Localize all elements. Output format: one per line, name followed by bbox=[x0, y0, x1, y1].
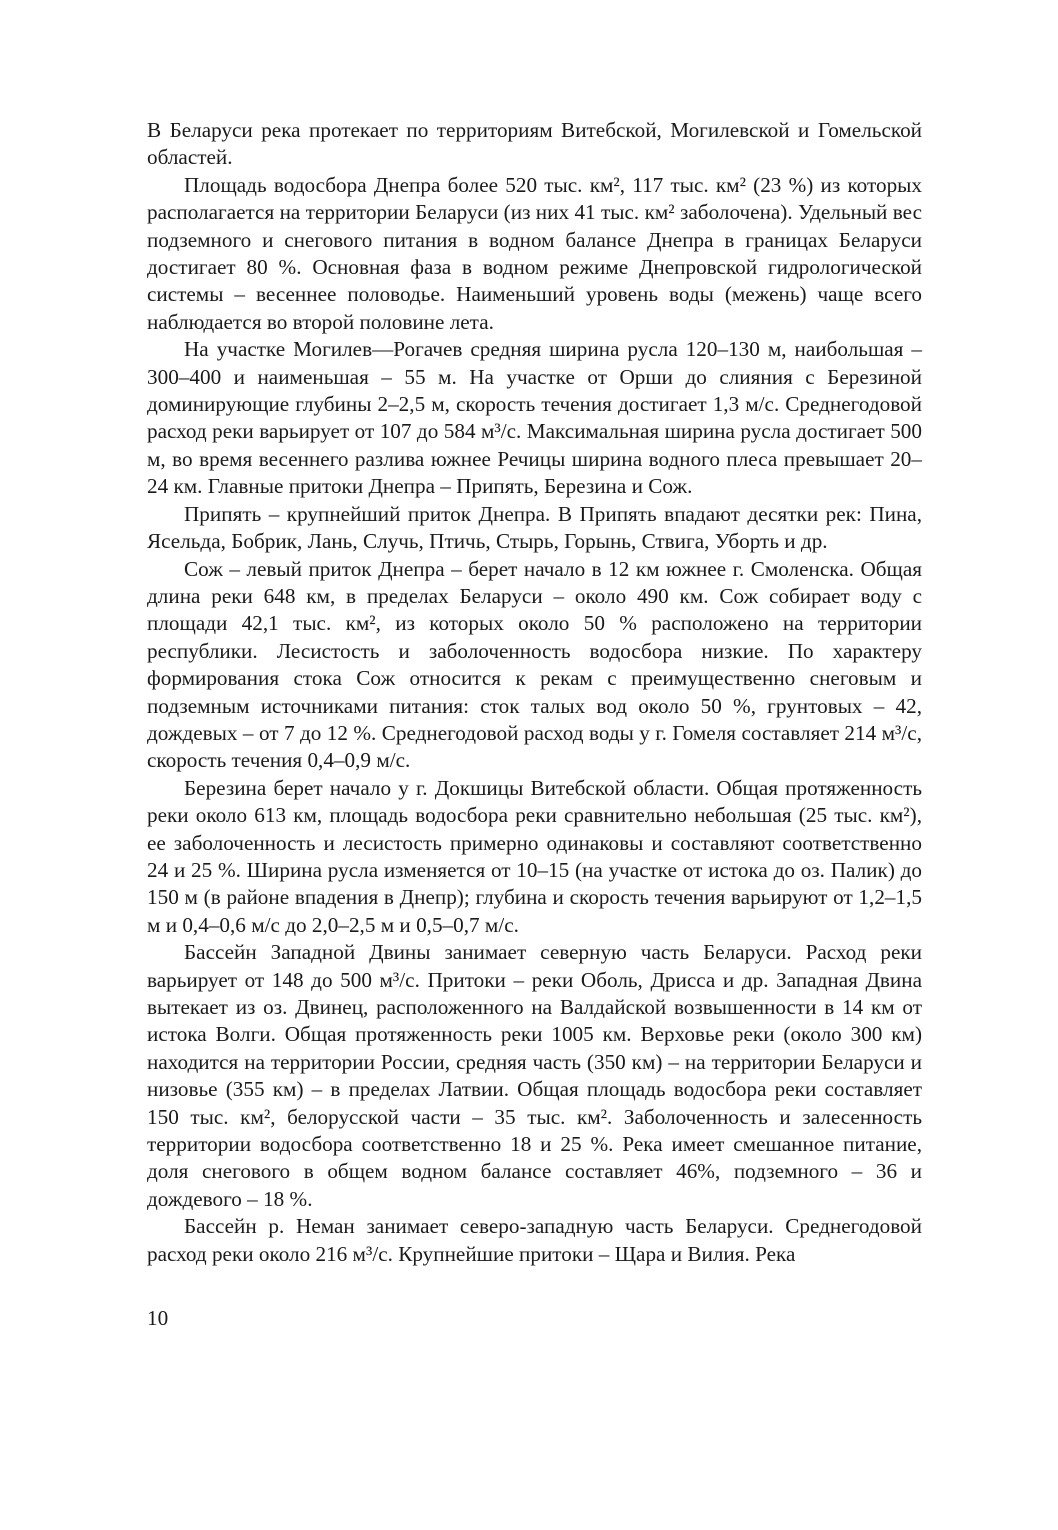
page-number: 10 bbox=[147, 1306, 169, 1330]
paragraph-sozh: Сож – левый приток Днепра – берет начало в 12 км южнее г. Смоленска. Общая длина реки 648 км, в пределах Беларуси – около 490 км. Сож собирает воду с площади 42,1 тыс. км², из которых около 50 % расположено на территории республики. Лесистость и заболоченность водосбора низкие. По характеру формирования стока Сож относится к рекам с преимущественно снеговым и подземным источниками питания: сток талых вод около 50 %, грунтовых – 42, дождевых – от 7 до 12 %. Среднегодовой расход воды у г. Гомеля составляет 214 м³/с, скорость течения 0,4–0,9 м/с. bbox=[147, 556, 922, 773]
paragraph-neman: Бассейн р. Неман занимает северо-западную часть Беларуси. Среднегодовой расход реки около 216 м³/с. Крупнейшие притоки – Щара и Вилия. Река bbox=[147, 1214, 922, 1266]
paragraph-berezina: Березина берет начало у г. Докшицы Витебской области. Общая протяженность реки около 613 км, площадь водосбора реки сравнительно небольшая (25 тыс. км²), ее заболоченность и лесистость примерно одинаковы и составляют соответственно 24 и 25 %. Ширина русла изменяется от 10–15 (на участке от истока до оз. Палик) до 150 м (в районе впадения в Днепр); глубина и скорость течения варьируют от 1,2–1,5 м и 0,4–0,6 м/с до 2,0–2,5 м и 0,5–0,7 м/с. bbox=[147, 775, 922, 937]
paragraph-rivers-regions: В Беларуси река протекает по территориям Витебской, Могилевской и Гомельской областей. bbox=[147, 118, 922, 170]
paragraph-dnieper-channel: На участке Могилев—Рогачев средняя ширина русла 120–130 м, наибольшая – 300–400 и наименьшая – 55 м. На участке от Орши до слияния с Березиной доминирующие глубины 2–2,5 м, скорость течения достигает 1,3 м/с. Среднегодовой расход реки варьирует от 107 до 584 м³/с. Максимальная ширина русла достигает 500 м, во время весеннего разлива южнее Речицы ширина водного плеса превышает 20–24 км. Главные притоки Днепра – Припять, Березина и Сож. bbox=[147, 337, 922, 499]
paragraph-pripyat: Припять – крупнейший приток Днепра. В Припять впадают десятки рек: Пина, Ясельда, Бобрик, Лань, Случь, Птичь, Стырь, Горынь, Ствига, Уборть и др. bbox=[147, 501, 922, 554]
page-body bbox=[147, 117, 922, 1268]
paragraph-western-dvina: Бассейн Западной Двины занимает северную часть Беларуси. Расход реки варьирует от 148 до 500 м³/с. Притоки – реки Оболь, Дрисса и др. Западная Двина вытекает из оз. Двинец, расположенного на Валдайской возвышенности в 14 км от истока Волги. Общая протяженность реки 1005 км. Верховье реки (около 300 км) находится на территории России, средняя часть (350 км) – на территории Беларуси и низовье (355 км) – в пределах Латвии. Общая площадь водосбора реки составляет 150 тыс. км², белорусской части – 35 тыс. км². Заболоченность и залесенность территории водосбора соответственно 18 и 25 %. Река имеет смешанное питание, доля снегового в общем водном балансе составляет 46%, подземного – 36 и дождевого – 18 %. bbox=[147, 940, 922, 1211]
paragraph-dnieper-basin-area: Площадь водосбора Днепра более 520 тыс. км², 117 тыс. км² (23 %) из которых располагается на территории Беларуси (из них 41 тыс. км² заболочена). Удельный вес подземного и снегового питания в водном балансе Днепра в границах Беларуси достигает 80 %. Основная фаза в водном режиме Днепровской гидрологической системы – весеннее половодье. Наименьший уровень воды (межень) чаще всего наблюдается во второй половине лета. bbox=[147, 172, 922, 334]
